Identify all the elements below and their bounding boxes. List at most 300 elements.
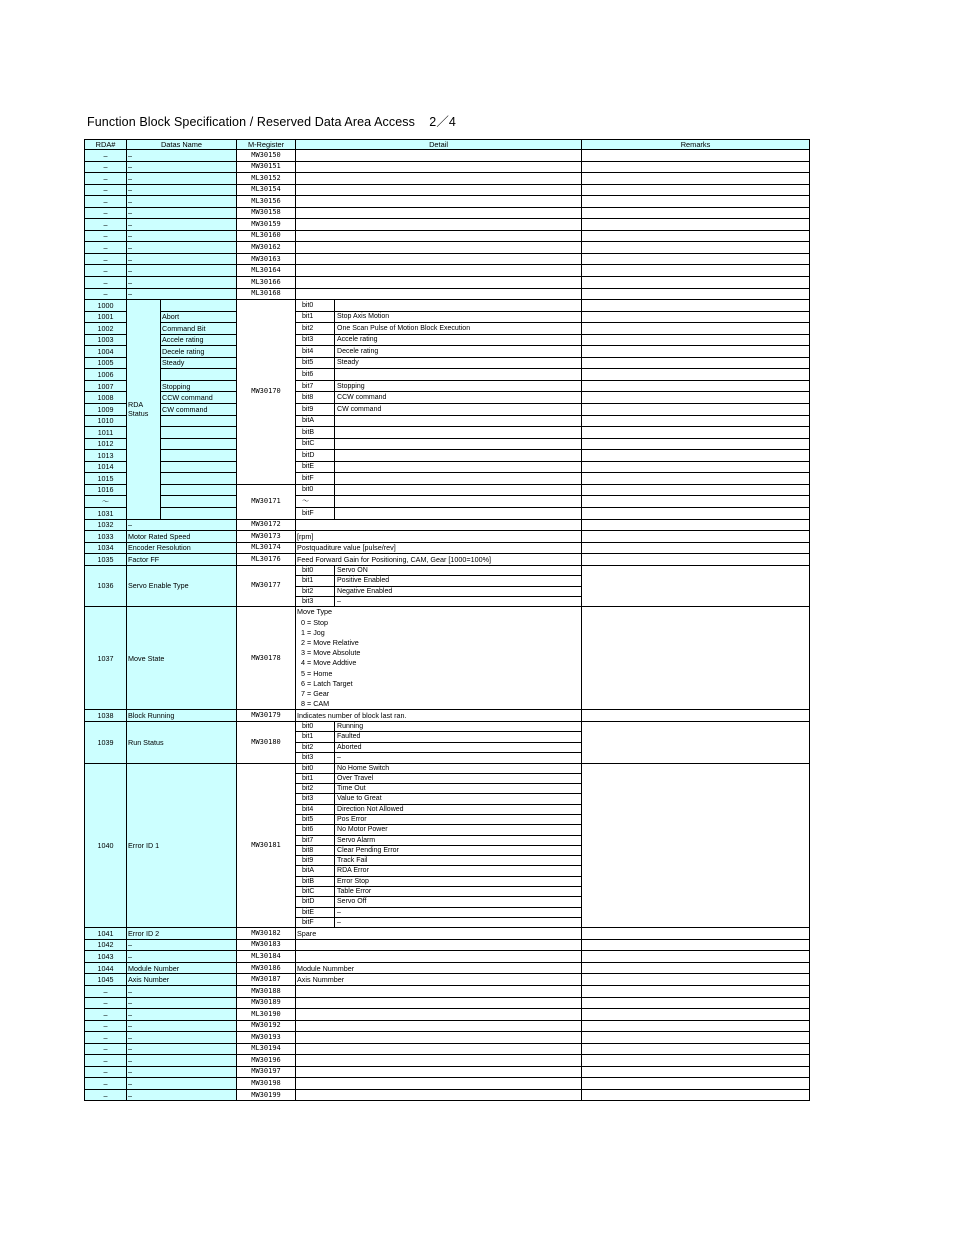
rda-cell: 1001 [85,311,127,323]
remarks-cell [582,438,810,450]
bit-detail: Table Error [335,887,582,897]
m-register-cell: ML30164 [237,265,296,277]
bit-detail: Stop Axis Motion [337,313,390,321]
m-register-cell: ML30184 [237,951,296,963]
rda-table [84,139,810,1101]
bit-detail [335,462,582,473]
rda-cell: 1005 [85,357,127,369]
bit-detail: No Motor Power [335,825,582,835]
bit-label: bitF [296,473,335,484]
reserved-row [85,150,810,162]
bit-row [296,508,581,519]
bit-detail: Steady [337,359,359,367]
reserved-row [85,997,810,1009]
title-text: Function Block Specification / Reserved Data Area Access [87,115,415,129]
rda-cell: ～ [85,496,127,508]
bit-label: bit0 [296,300,335,311]
data-name-cell: – [127,1066,237,1078]
rda-cell: – [85,1043,127,1055]
reserved-row [85,1020,810,1032]
status-row [85,392,810,404]
detail-cell [296,721,582,763]
remarks-cell [582,496,810,508]
rda-cell: – [85,1066,127,1078]
bit-table [296,450,581,461]
bit-detail: Servo ON [337,566,368,574]
table-row [85,962,810,974]
rda-cell: 1008 [85,392,127,404]
rda-cell: – [85,230,127,242]
status-name-cell [161,484,237,496]
status-row [85,323,810,335]
rda-cell: 1038 [85,710,127,722]
rda-cell: 1045 [85,974,127,986]
bit-row [296,335,581,346]
remarks-cell [582,369,810,381]
status-name-cell: CW command [161,404,237,416]
detail-cell [296,1055,582,1067]
data-name-cell: – [127,184,237,196]
bit-label: bitD [296,450,335,461]
bit-row [296,794,581,804]
bit-detail [335,473,582,484]
detail-cell [296,265,582,277]
m-register-cell: ML30174 [237,542,296,554]
table-row [85,928,810,940]
bit-row [296,381,581,392]
header-remarks: Remarks [582,140,810,150]
bit-detail [335,416,582,427]
bit-label: bit0 [296,764,335,774]
status-name-cell [161,507,237,519]
data-name-cell: – [127,1032,237,1044]
bit-label: bitF [296,917,335,927]
move-type-line: 5 = Home [297,668,333,678]
data-name-cell: Servo Enable Type [127,565,237,607]
bit-row [296,907,581,917]
m-register-cell: MW30162 [237,242,296,254]
reserved-row [85,173,810,185]
bit-detail: CW command [337,405,382,413]
m-register-cell: MW30189 [237,997,296,1009]
rda-cell: – [85,207,127,219]
remarks-cell [582,607,810,710]
bit-detail: Pos Error [335,815,582,825]
m-register-cell: MW30199 [237,1089,296,1101]
rda-cell: 1015 [85,473,127,485]
bit-label: bit1 [296,773,335,783]
bit-row [296,485,581,496]
remarks-cell [582,173,810,185]
header-rda: RDA# [85,140,127,150]
data-name-cell: Block Running [127,710,237,722]
bit-detail [335,485,582,496]
rda-cell: 1042 [85,939,127,951]
rda-cell: 1041 [85,928,127,940]
move-type-line: Move Type [297,607,333,617]
reserved-row [85,207,810,219]
m-register-cell: MW30186 [237,962,296,974]
rda-cell: – [85,161,127,173]
bit-row [296,427,581,438]
bit-table [296,566,581,607]
bit-detail [335,508,582,519]
data-name-cell: – [127,951,237,963]
table-row [85,531,810,543]
detail-cell: Module Nummber [296,962,582,974]
rda-cell: 1016 [85,484,127,496]
status-row [85,369,810,381]
rda-cell: – [85,184,127,196]
detail-cell [296,230,582,242]
remarks-cell [582,1032,810,1044]
bit-row [296,439,581,450]
remarks-cell [582,763,810,928]
bit-row [296,753,581,763]
m-register-cell: MW30183 [237,939,296,951]
remarks-cell [582,265,810,277]
data-name-cell: – [127,1043,237,1055]
data-name-cell: – [127,230,237,242]
bit-detail-cell [296,392,582,404]
m-register-cell: MW30172 [237,519,296,531]
m-register-cell: ML30194 [237,1043,296,1055]
bit-label: bit3 [296,596,335,606]
table-row [85,763,810,928]
reserved-row [85,1055,810,1067]
bit-label: bit9 [296,404,335,415]
detail-cell [296,1066,582,1078]
bit-label: bit1 [296,312,335,323]
bit-detail: Positive Enabled [335,576,582,586]
bit-detail-cell [296,357,582,369]
data-name-cell: – [127,519,237,531]
status-row [85,450,810,462]
bit-detail: Accele rating [337,336,378,344]
bit-detail: – [335,753,582,763]
table-row [85,607,810,710]
remarks-cell [582,415,810,427]
reserved-row [85,1043,810,1055]
header-data-name: Datas Name [127,140,237,150]
reserved-row [85,986,810,998]
m-register-cell: MW30193 [237,1032,296,1044]
table-row [85,554,810,566]
bit-detail [335,496,582,507]
bit-detail-cell [296,450,582,462]
bit-row [296,742,581,752]
remarks-cell [582,1020,810,1032]
detail-cell [296,173,582,185]
bit-detail-cell [296,427,582,439]
bit-label: bit5 [296,358,335,369]
detail-cell [296,1089,582,1101]
reserved-row [85,219,810,231]
reserved-row [85,1009,810,1021]
remarks-cell [582,323,810,335]
page-title [87,112,456,130]
bit-detail-cell [296,473,582,485]
detail-cell [296,1032,582,1044]
rda-cell: – [85,277,127,289]
remarks-cell [582,1089,810,1101]
rda-cell: 1036 [85,565,127,607]
bit-label: bit0 [296,485,335,496]
rda-cell: 1032 [85,519,127,531]
rda-cell: 1000 [85,300,127,312]
remarks-cell [582,997,810,1009]
detail-cell [296,219,582,231]
bit-detail: Value to Great [335,794,582,804]
m-register-cell: MW30173 [237,531,296,543]
bit-table [296,369,581,380]
m-register-cell: MW30182 [237,928,296,940]
remarks-cell [582,554,810,566]
rda-cell: 1035 [85,554,127,566]
remarks-cell [582,427,810,439]
m-register-cell: MW30150 [237,150,296,162]
rda-cell: 1009 [85,404,127,416]
bit-table [296,462,581,473]
rda-cell: 1006 [85,369,127,381]
bit-detail: Decele rating [337,347,379,355]
reserved-row [85,253,810,265]
bit-table [296,312,581,323]
remarks-cell [582,710,810,722]
detail-cell: Indicates number of block last ran. [296,710,582,722]
m-register-cell: ML30176 [237,554,296,566]
detail-cell [296,997,582,1009]
bit-detail: One Scan Pulse of Motion Block Execution [337,324,471,332]
m-register-cell: MW30188 [237,986,296,998]
rda-cell: – [85,1020,127,1032]
bit-label: bit5 [296,815,335,825]
bit-label: bitC [296,439,335,450]
reserved-row [85,277,810,289]
status-row [85,427,810,439]
status-row [85,415,810,427]
rda-cell: – [85,997,127,1009]
detail-cell [296,519,582,531]
bit-row [296,866,581,876]
bit-detail [335,300,582,311]
rda-cell: – [85,1032,127,1044]
rda-cell: – [85,242,127,254]
rda-cell: 1012 [85,438,127,450]
bit-detail-cell [296,300,582,312]
move-type-line: 7 = Gear [297,688,330,698]
data-name-cell: – [127,173,237,185]
bit-detail-cell [296,496,582,508]
rda-cell: – [85,265,127,277]
remarks-cell [582,542,810,554]
status-name-cell [161,415,237,427]
m-register-cell: ML30156 [237,196,296,208]
remarks-cell [582,519,810,531]
remarks-cell [582,346,810,358]
bit-detail: – [335,907,582,917]
bit-row [296,369,581,380]
bit-table [296,427,581,438]
bit-row [296,586,581,596]
remarks-cell [582,288,810,300]
move-type-line: 2 = Move Relative [297,637,359,647]
bit-row [296,764,581,774]
status-row [85,311,810,323]
remarks-cell [582,184,810,196]
status-row [85,404,810,416]
m-register-cell: MW30192 [237,1020,296,1032]
bit-label: bit1 [296,732,335,742]
data-name-cell: Error ID 2 [127,928,237,940]
bit-detail-cell [296,484,582,496]
data-name-cell: Factor FF [127,554,237,566]
remarks-cell [582,277,810,289]
bit-detail-cell [296,311,582,323]
data-name-cell: – [127,150,237,162]
bit-detail: – [335,917,582,927]
bit-label: bit3 [296,794,335,804]
status-name-cell [161,438,237,450]
remarks-cell [582,1078,810,1090]
bit-label: bit6 [296,369,335,380]
header-detail: Detail [296,140,582,150]
table-row [85,951,810,963]
detail-cell [296,763,582,928]
remarks-cell [582,253,810,265]
rda-cell: – [85,986,127,998]
rda-cell: 1003 [85,334,127,346]
detail-cell: [rpm] [296,531,582,543]
m-register-cell: ML30166 [237,277,296,289]
bit-row [296,876,581,886]
status-row [85,346,810,358]
remarks-cell [582,974,810,986]
bit-row [296,887,581,897]
remarks-cell [582,242,810,254]
rda-cell: 1039 [85,721,127,763]
bit-row [296,845,581,855]
remarks-cell [582,161,810,173]
bit-table [296,508,581,519]
remarks-cell [582,230,810,242]
table-row [85,721,810,763]
detail-cell [296,986,582,998]
bit-row [296,416,581,427]
bit-table [296,335,581,346]
bit-row [296,804,581,814]
remarks-cell [582,951,810,963]
status-name-cell [161,369,237,381]
detail-cell [296,565,582,607]
bit-label: bitC [296,887,335,897]
remarks-cell [582,219,810,231]
bit-detail: Clear Pending Error [335,845,582,855]
remarks-cell [582,1009,810,1021]
m-register-cell: MW30180 [237,721,296,763]
bit-detail: Track Fail [335,856,582,866]
bit-row [296,323,581,334]
bit-table [296,404,581,415]
bit-row [296,566,581,576]
status-name-cell: Abort [161,311,237,323]
bit-detail-cell [296,323,582,335]
rda-cell: 1013 [85,450,127,462]
bit-row [296,392,581,403]
bit-row [296,312,581,323]
detail-cell [296,1020,582,1032]
rda-cell: – [85,219,127,231]
data-name-cell: Axis Number [127,974,237,986]
rda-cell: 1040 [85,763,127,928]
remarks-cell [582,473,810,485]
data-name-cell: Module Number [127,962,237,974]
bit-label: bit6 [296,825,335,835]
bit-label: bitD [296,897,335,907]
table-row [85,974,810,986]
data-name-cell: – [127,265,237,277]
m-register-cell: ML30152 [237,173,296,185]
bit-table [296,346,581,357]
rda-cell: – [85,288,127,300]
detail-cell [296,184,582,196]
data-name-cell: – [127,196,237,208]
bit-detail: RDA Error [335,866,582,876]
rda-cell: – [85,1089,127,1101]
table-row [85,565,810,607]
bit-table [296,485,581,496]
remarks-cell [582,150,810,162]
bit-label: bit8 [296,845,335,855]
detail-cell [296,288,582,300]
rda-cell: 1031 [85,507,127,519]
bit-detail: No Home Switch [337,764,390,772]
bit-label: bit2 [296,586,335,596]
bit-row [296,462,581,473]
bit-detail: Over Travel [335,773,582,783]
reserved-row [85,1066,810,1078]
status-row [85,473,810,485]
bit-detail-cell [296,369,582,381]
bit-label: bitE [296,462,335,473]
data-name-cell: – [127,253,237,265]
rda-cell: 1014 [85,461,127,473]
detail-cell [296,150,582,162]
table-body [85,150,810,1101]
m-register-cell: ML30154 [237,184,296,196]
remarks-cell [582,357,810,369]
data-name-cell: – [127,939,237,951]
data-name-cell: – [127,1055,237,1067]
bit-detail: CCW command [337,394,387,402]
remarks-cell [582,207,810,219]
reserved-row [85,1078,810,1090]
rda-status-label: RDA Status [127,300,161,519]
bit-detail [335,427,582,438]
bit-row [296,346,581,357]
bit-detail-cell [296,334,582,346]
rda-cell: 1011 [85,427,127,439]
m-register-cell: MW30187 [237,974,296,986]
remarks-cell [582,300,810,312]
bit-label: bit7 [296,381,335,392]
detail-cell: Feed Forward Gain for Positioning, CAM, Gear [1000=100%] [296,554,582,566]
bit-detail: Error Stop [335,876,582,886]
bit-detail: – [335,596,582,606]
remarks-cell [582,1066,810,1078]
data-name-cell: Move State [127,607,237,710]
remarks-cell [582,404,810,416]
